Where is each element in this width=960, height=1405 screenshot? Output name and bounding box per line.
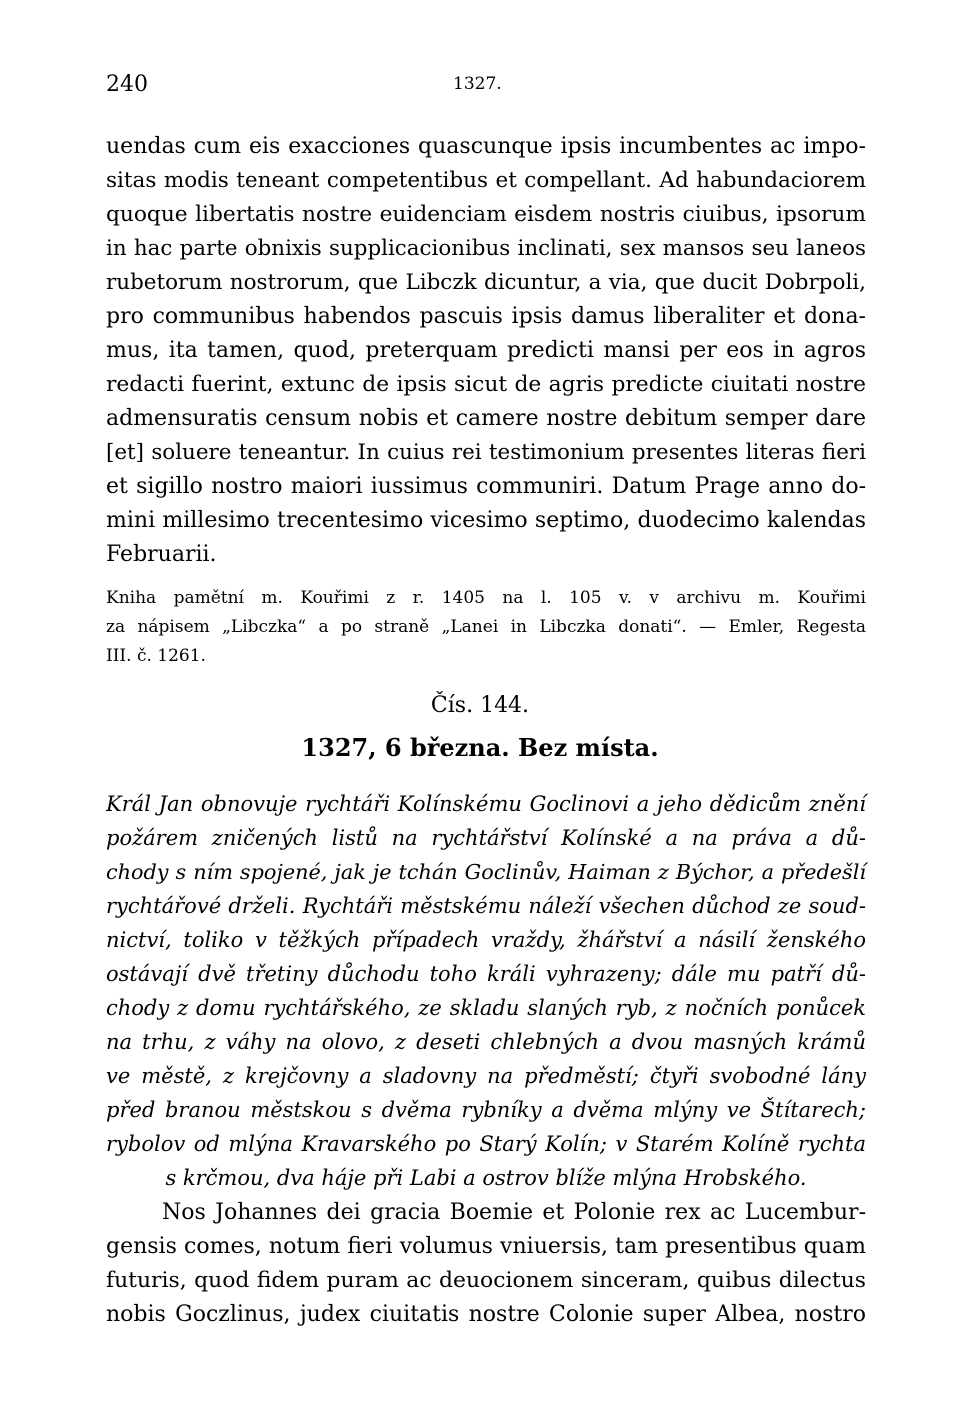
- page-number: 240: [106, 72, 148, 97]
- regest-line: s krčmou, dva háje při Labi a ostrov blíže mlýna Hrobského.: [165, 1166, 807, 1190]
- regest-line: ostávají dvě třetiny důchodu toho králi vyhrazeny; dále mu patří dů-: [106, 962, 866, 986]
- regest-line: požárem zničených listů na rychtářství Kolínské a na práva a dů-: [106, 826, 866, 850]
- charter-text-continuation: [106, 130, 866, 572]
- text-line: Nos Johannes dei gracia Boemie et Polonie rex ac Lucembur-: [162, 1200, 866, 1225]
- regest-line: chody s ním spojené, jak je tchán Goclinův, Haiman z Býchor, a předešlí: [106, 860, 866, 884]
- page-header: [106, 72, 868, 102]
- regest-line: rybolov od mlýna Kravarského po Starý Kolín; v Starém Kolíně rychta: [106, 1132, 866, 1156]
- source-note-line: Kniha pamětní m. Kouřimi z r. 1405 na l. 105 v. v archivu m. Kouřimi: [106, 588, 866, 608]
- text-line: redacti fuerint, extunc de ipsis sicut de agris predicte ciuitati nostre: [106, 372, 866, 397]
- text-line: rubetorum nostrorum, que Libczk dicuntur, a via, que ducit Dobrpoli,: [106, 270, 866, 295]
- regest-summary: [106, 787, 866, 1195]
- text-line: admensuratis censum nobis et camere nostre debitum semper dare: [106, 406, 866, 431]
- text-line: sitas modis teneant competentibus et compellant. Ad habundaciorem: [106, 168, 866, 193]
- regest-line: rychtářové drželi. Rychtáři městskému náleží všechen důchod ze soud-: [106, 894, 866, 918]
- text-line: Februarii.: [106, 542, 217, 567]
- text-line: quoque libertatis nostre euidenciam eisdem nostris ciuibus, ipsorum: [106, 202, 866, 227]
- document-number: Čís. 144.: [430, 693, 530, 718]
- regest-line: ve městě, z krejčovny a sladovny na předměstí; čtyři svobodné lány: [106, 1064, 866, 1088]
- source-note-line: za nápisem „Libczka“ a po straně „Lanei in Libczka donati“. — Emler, Regesta: [106, 617, 866, 637]
- source-note-line: III. č. 1261.: [106, 646, 206, 666]
- regest-line: nictví, toliko v těžkých případech vraždy, žhářství a násilí ženského: [106, 928, 866, 952]
- regest-line: Král Jan obnovuje rychtáři Kolínskému Goclinovi a jeho dědicům znění: [106, 792, 866, 816]
- document-date-heading: 1327, 6 března. Bez místa.: [301, 733, 659, 762]
- text-line: mus, ita tamen, quod, preterquam predicti mansi per eos in agros: [106, 338, 866, 363]
- text-line: mini millesimo trecentesimo vicesimo septimo, duodecimo kalendas: [106, 508, 866, 533]
- running-head-year: 1327.: [453, 74, 502, 94]
- text-line: futuris, quod fidem puram ac deuocionem sinceram, quibus dilectus: [106, 1268, 866, 1293]
- text-line: pro communibus habendos pascuis ipsis damus liberaliter et dona-: [106, 304, 866, 329]
- regest-line: na trhu, z váhy na olovo, z deseti chlebných a dvou masných krámů: [106, 1030, 866, 1054]
- text-line: in hac parte obnixis supplicacionibus inclinati, sex mansos seu laneos: [106, 236, 866, 261]
- regest-line: chody z domu rychtářského, ze skladu slaných ryb, z nočních ponůcek: [106, 996, 866, 1020]
- regest-line: před branou městskou s dvěma rybníky a dvěma mlýny ve Štítarech;: [106, 1098, 866, 1122]
- source-note: [106, 584, 866, 671]
- text-line: gensis comes, notum fieri volumus vniuersis, tam presentibus quam: [106, 1234, 866, 1259]
- text-line: et sigillo nostro maiori iussimus communiri. Datum Prage anno do-: [106, 474, 866, 499]
- charter-text: [106, 1196, 866, 1332]
- text-line: [et] soluere teneantur. In cuius rei testimonium presentes literas fieri: [106, 440, 866, 465]
- text-line: nobis Goczlinus, judex ciuitatis nostre Colonie super Albea, nostro: [106, 1302, 866, 1327]
- text-line: uendas cum eis exacciones quascunque ipsis incumbentes ac impo-: [106, 134, 866, 159]
